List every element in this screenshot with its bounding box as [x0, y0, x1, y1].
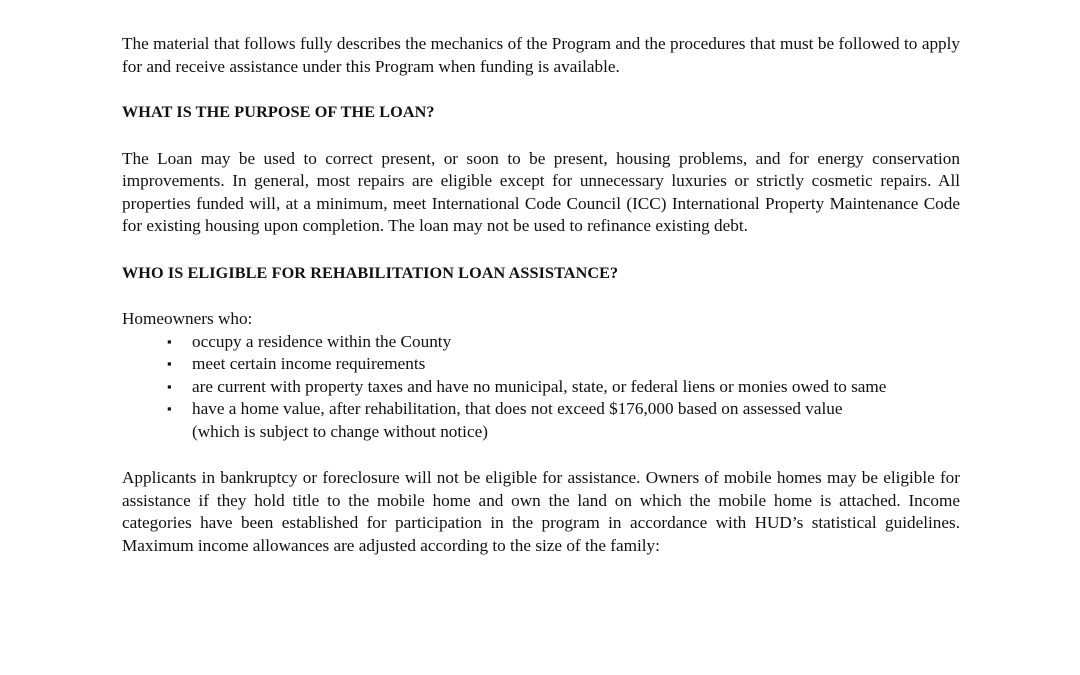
document-page: [122, 0, 960, 557]
bullet-icon: ▪: [167, 333, 172, 349]
list-item: [167, 353, 960, 376]
purpose-paragraph: The Loan may be used to correct present, or soon to be present, housing problems, and for energy conservation improvements. In general, most repairs are eligible except for unnecessary luxuries or strictly cosmetic repairs. All properties funded will, at a minimum, meet International Code Council (ICC) International Property Maintenance Code for existing housing upon completion. The loan may not be used to refinance existing debt.: [122, 148, 960, 235]
closing-paragraph: Applicants in bankruptcy or foreclosure will not be eligible for assistance. Owners of mobile homes may be eligible for assistance if they hold title to the mobile home and own the land on which the mobile home is attached. Income categories have been established for participation in the program in accordance with HUD’s statistical guidelines. Maximum income allowances are adjusted according to the size of the family:: [122, 468, 960, 555]
list-item: [167, 376, 960, 399]
bullet-icon: ▪: [167, 356, 172, 371]
list-item-text: have a home value, after rehabilitation, that does not exceed $176,000 based on assessed value (which is subject to change without notice): [192, 399, 843, 441]
eligibility-intro: Homeowners who:: [122, 309, 253, 328]
list-item: [167, 331, 960, 354]
list-item-text: meet certain income requirements: [192, 354, 426, 373]
bullet-icon: ▪: [167, 378, 172, 394]
list-item-text: are current with property taxes and have no municipal, state, or federal liens or monies owed to same: [192, 376, 887, 396]
list-item-text: occupy a residence within the County: [192, 331, 452, 351]
bullet-icon: ▪: [167, 401, 172, 416]
eligibility-list: [122, 331, 960, 444]
intro-paragraph: The material that follows fully describes the mechanics of the Program and the procedures that must be followed to apply for and receive assistance under this Program when funding is available.: [122, 34, 960, 76]
purpose-heading: WHAT IS THE PURPOSE OF THE LOAN?: [122, 103, 435, 121]
eligibility-heading: WHO IS ELIGIBLE FOR REHABILITATION LOAN ASSISTANCE?: [122, 263, 619, 282]
list-item: [167, 398, 960, 443]
